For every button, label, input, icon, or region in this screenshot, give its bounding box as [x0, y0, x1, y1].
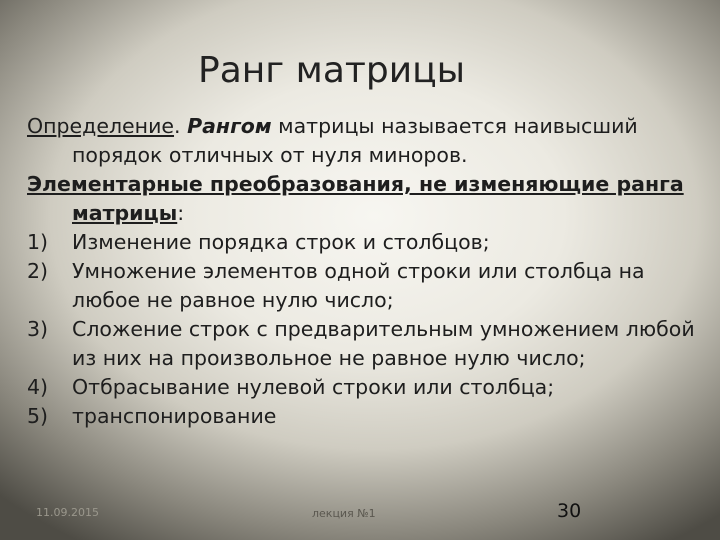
- slide-content: [27, 112, 707, 431]
- footer-date: 11.09.2015: [36, 506, 99, 519]
- list-item-text: транспонирование: [72, 404, 277, 428]
- definition-paragraph: [27, 112, 707, 170]
- page-number: 30: [557, 500, 582, 522]
- transformations-heading: [27, 170, 707, 228]
- list-item-number: 1): [27, 230, 49, 254]
- list-item-text: Отбрасывание нулевой строки или столбца;: [72, 375, 555, 399]
- list-item: [27, 315, 707, 373]
- list-item-number: 2): [27, 259, 49, 283]
- transformations-list: [27, 228, 707, 431]
- list-item-number: 5): [27, 404, 49, 428]
- list-item-text: Умножение элементов одной строки или столбца на любое не равное нулю число;: [72, 259, 645, 312]
- list-item-text: Изменение порядка строк и столбцов;: [72, 230, 490, 254]
- list-item-text: Сложение строк с предварительным умножением любой из них на произвольное не равное нулю число;: [72, 317, 695, 370]
- definition-term: Рангом: [187, 114, 272, 138]
- list-item-number: 3): [27, 317, 49, 341]
- list-item: [27, 257, 707, 315]
- definition-text: матрицы называется наивысший порядок отличных от нуля миноров.: [72, 114, 638, 167]
- list-item: [27, 373, 707, 402]
- list-item: [27, 228, 707, 257]
- list-item-number: 4): [27, 375, 49, 399]
- footer-lecture-label: лекция №1: [312, 507, 376, 520]
- list-item: [27, 402, 707, 431]
- slide-title: Ранг матрицы: [198, 50, 466, 91]
- definition-label: Определение: [27, 114, 175, 138]
- transformations-heading-text: Элементарные преобразования, не изменяющие ранга матрицы: [27, 172, 684, 225]
- definition-period: .: [174, 114, 188, 138]
- transformations-colon: :: [177, 201, 185, 225]
